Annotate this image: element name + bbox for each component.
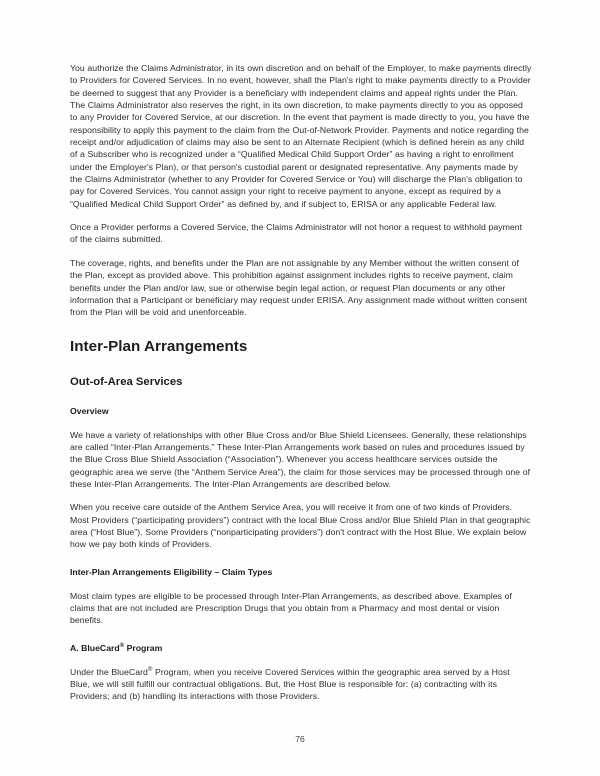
heading-bluecard-program-suffix: Program [124, 642, 163, 653]
registered-trademark-icon: ® [119, 642, 125, 649]
heading-out-of-area-services: Out-of-Area Services [70, 375, 183, 388]
heading-bluecard-program-text: A. BlueCard [70, 642, 120, 653]
paragraph-overview-providers: When you receive care outside of the Anthem Service Area, you will receive it from one of two kinds of Providers. Most Providers (“participating providers”) contract with the local Blue Cross and/or Blue Shield Plan in that geographic area (“Host Blue”). Some Providers (“nonparticipating providers”) don't contract with the Host Blue. We explain below how we pay both kinds of Providers. [70, 502, 531, 550]
paragraph-non-assignable: The coverage, rights, and benefits under the Plan are not assignable by any Member without the written consent of the Plan, except as provided above. This prohibition against assignment includes rights to receive payment, claim benefits under the Plan and/or law, sue or otherwise begin legal action, or request Plan documents or any other information that a Participant or beneficiary may request under ERISA. Any assignment made without written consent from the Plan will be void and unenforceable. [70, 257, 528, 318]
paragraph-bluecard-program [70, 666, 532, 703]
paragraph-assignment-of-benefits: You authorize the Claims Administrator, in its own discretion and on behalf of the Employer, to make payments directly to Providers for Covered Services. In no event, however, shall the Plan's right to make payments directly to a Provider be deemed to suggest that any Provider is a beneficiary with independent claims and appeal rights under the Plan. The Claims Administrator also reserves the right, in its own discretion, to make payments directly to you as opposed to any Provider for Covered Service, at our discretion. In the event that payment is made directly to you, you have the responsibility to apply this payment to the claim from the Out-of-Network Provider. Payments and notice regarding the receipt and/or adjudication of claims may also be sent to an Alternate Recipient (which is defined herein as any child of a Subscriber who is recognized under a “Qualified Medical Child Support Order” as having a right to enrollment under the Employer's Plan), or that person's custodial parent or designated representative. Any payments made by the Claims Administrator (whether to any Provider for Covered Service or You) will discharge the Plan's obligation to pay for Covered Services. You cannot assign your right to receive payment to anyone, except as required by a “Qualified Medical Child Support Order” as defined by, and if subject to, ERISA or any applicable Federal law. [70, 63, 532, 209]
page-content-column [70, 62, 532, 714]
heading-eligibility-claim-types: Inter-Plan Arrangements Eligibility – Claim Types [70, 566, 273, 577]
registered-trademark-icon: ® [147, 666, 153, 673]
paragraph-withhold-request: Once a Provider performs a Covered Service, the Claims Administrator will not honor a request to withhold payment of the claims submitted. [70, 222, 523, 245]
heading-bluecard-program [70, 643, 532, 654]
paragraph-claim-types: Most claim types are eligible to be processed through Inter-Plan Arrangements, as described above. Examples of claims that are not included are Prescription Drugs that you obtain from a Pharmacy and most dental or vision benefits. [70, 590, 512, 626]
heading-overview: Overview [70, 405, 109, 416]
page-number: 76 [295, 734, 305, 744]
paragraph-bluecard-prefix: Under the BlueCard [70, 666, 148, 677]
heading-inter-plan-arrangements: Inter-Plan Arrangements [70, 337, 248, 355]
paragraph-bluecard-suffix: Program, when you receive Covered Services within the geographic area served by a Host Blue, we will still fulfill our contractual obligations. But, the Host Blue is responsible for: (a) contracting with its Providers; and (b) handling its interactions with those Providers. [70, 666, 510, 702]
paragraph-overview-relationships: We have a variety of relationships with other Blue Cross and/or Blue Shield Licensees. Generally, these relationships are called “Inter-Plan Arrangements.” These Inter-Plan Arrangements work based on rules and procedures issued by the Blue Cross Blue Shield Association (“Association”). Whenever you access healthcare services outside the geographic area we serve (the “Anthem Service Area”), the claim for those services may be processed through one of these Inter-Plan Arrangements. The Inter-Plan Arrangements are described below. [70, 429, 531, 489]
